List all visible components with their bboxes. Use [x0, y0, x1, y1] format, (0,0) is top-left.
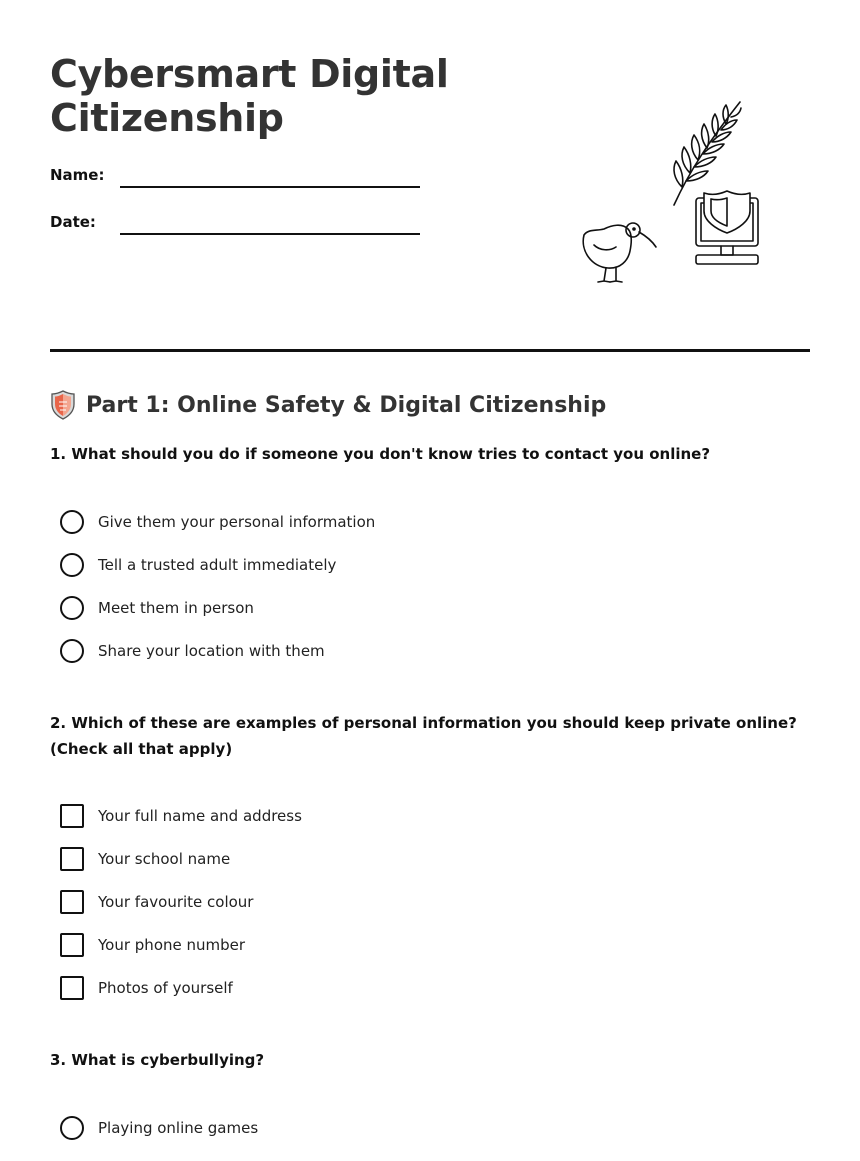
- date-label: Date:: [50, 213, 96, 231]
- checkbox[interactable]: [60, 933, 84, 957]
- date-field[interactable]: [120, 233, 420, 235]
- radio-button[interactable]: [60, 1116, 84, 1140]
- header-illustration: [570, 95, 770, 290]
- option-label: Your school name: [98, 850, 231, 868]
- option-label: Your phone number: [98, 936, 246, 954]
- section-heading: [50, 389, 606, 421]
- radio-button[interactable]: [60, 553, 84, 577]
- name-field[interactable]: [120, 186, 420, 188]
- q2-option-2[interactable]: [60, 846, 230, 872]
- q2-option-3[interactable]: [60, 889, 253, 915]
- q2-option-1[interactable]: [60, 803, 302, 829]
- fern-icon: [674, 102, 741, 205]
- option-label: Share your location with them: [98, 642, 325, 660]
- checkbox[interactable]: [60, 804, 84, 828]
- q2-option-4[interactable]: [60, 932, 245, 958]
- checkbox[interactable]: [60, 890, 84, 914]
- section-title: Part 1: Online Safety & Digital Citizenship: [86, 392, 607, 418]
- option-label: Your favourite colour: [98, 893, 254, 911]
- radio-button[interactable]: [60, 510, 84, 534]
- question-1: 1. What should you do if someone you don't know tries to contact you online?: [50, 445, 711, 463]
- radio-button[interactable]: [60, 639, 84, 663]
- question-3: 3. What is cyberbullying?: [50, 1051, 265, 1069]
- radio-button[interactable]: [60, 596, 84, 620]
- option-label: Tell a trusted adult immediately: [98, 556, 337, 574]
- q1-option-2[interactable]: [60, 552, 336, 578]
- option-label: Your full name and address: [98, 807, 302, 825]
- kiwi-bird-icon: [583, 223, 656, 282]
- name-label: Name:: [50, 166, 105, 184]
- q1-option-1[interactable]: [60, 509, 375, 535]
- checkbox[interactable]: [60, 976, 84, 1000]
- option-label: Meet them in person: [98, 599, 254, 617]
- header-divider: [50, 349, 810, 352]
- q2-option-5[interactable]: [60, 975, 233, 1001]
- checkbox[interactable]: [60, 847, 84, 871]
- q3-option-1[interactable]: [60, 1115, 258, 1141]
- q1-option-3[interactable]: [60, 595, 254, 621]
- option-label: Give them your personal information: [98, 513, 376, 531]
- option-label: Photos of yourself: [98, 979, 233, 997]
- shield-computer-icon: [696, 191, 758, 264]
- option-label: Playing online games: [98, 1119, 259, 1137]
- worksheet-title: Cybersmart Digital Citizenship: [50, 52, 449, 140]
- q1-option-4[interactable]: [60, 638, 325, 664]
- question-2: 2. Which of these are examples of personal information you should keep private online? (Check all that apply): [50, 714, 797, 758]
- shield-icon: [50, 390, 76, 420]
